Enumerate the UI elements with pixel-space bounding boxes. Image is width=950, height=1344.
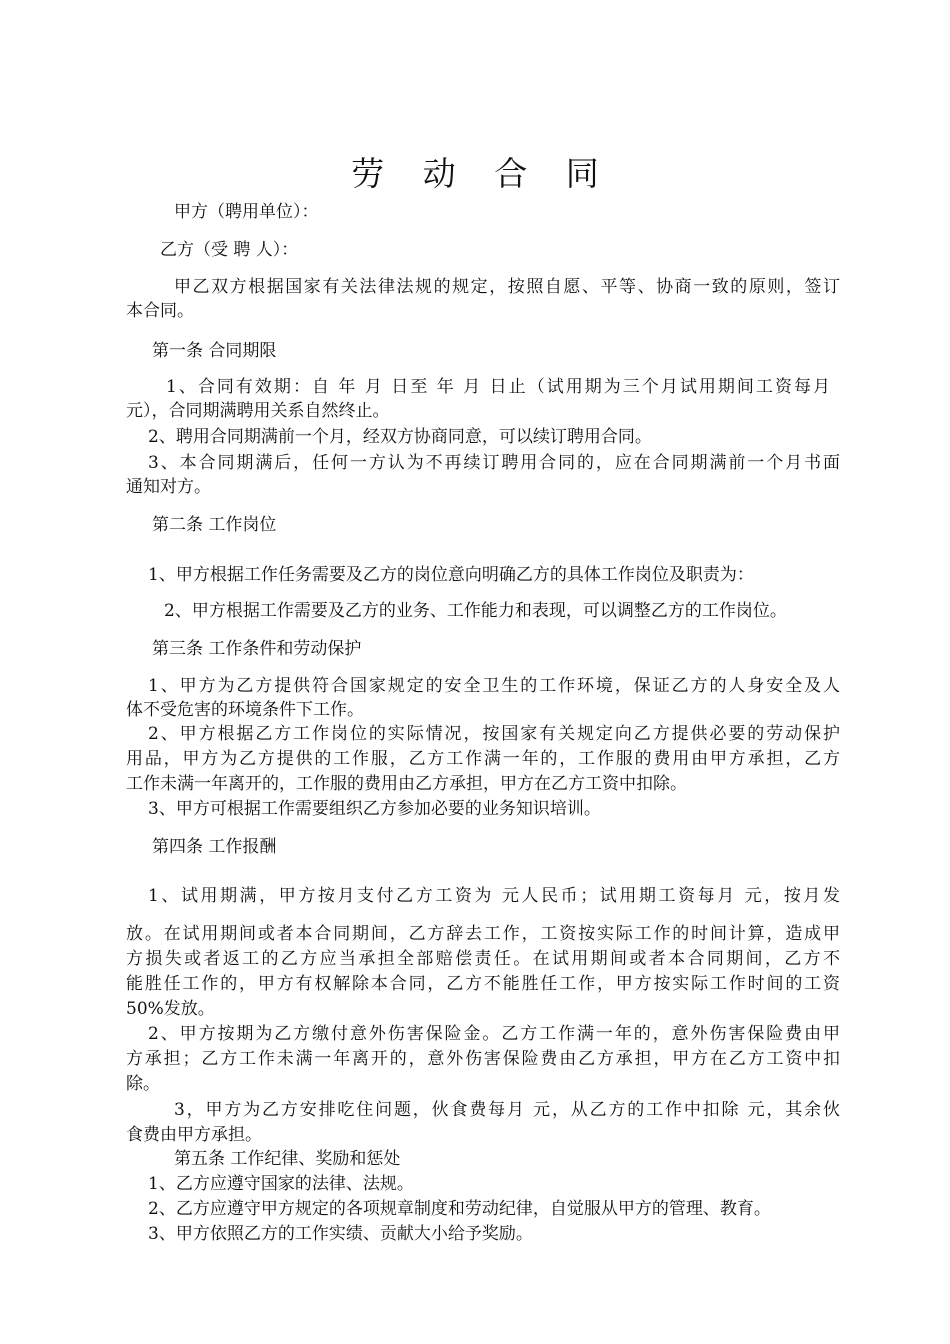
article1-clause1-line2: 元），合同期满聘用关系自然终止。 bbox=[126, 401, 390, 421]
article2-clause2: 2、甲方根据工作需要及乙方的业务、工作能力和表现，可以调整乙方的工作岗位。 bbox=[164, 601, 787, 621]
article1-heading: 第一条 合同期限 bbox=[152, 341, 277, 361]
article5-clause2: 2、乙方应遵守甲方规定的各项规章制度和劳动纪律，自觉服从甲方的管理、教育。 bbox=[148, 1199, 771, 1219]
article1-clause2: 2、聘用合同期满前一个月，经双方协商同意，可以续订聘用合同。 bbox=[148, 427, 652, 447]
party-a-line: 甲方（聘用单位）： bbox=[174, 202, 319, 222]
article4-clause1-line1: 1、试用期满，甲方按月支付乙方工资为 元人民币；试用期工资每月 元，按月发 bbox=[148, 886, 840, 906]
party-b-line: 乙方（受 聘 人）： bbox=[160, 240, 299, 260]
article3-clause3: 3、甲方可根据工作需要组织乙方参加必要的业务知识培训。 bbox=[148, 799, 601, 819]
article2-heading: 第二条 工作岗位 bbox=[152, 515, 277, 535]
article1-clause3-line1: 3、本合同期满后，任何一方认为不再续订聘用合同的，应在合同期满前一个月书面 bbox=[148, 453, 840, 473]
article2-clause1: 1、甲方根据工作任务需要及乙方的岗位意向明确乙方的具体工作岗位及职责为： bbox=[148, 565, 754, 585]
article1-clause3-line2: 通知对方。 bbox=[126, 477, 211, 497]
article4-clause2-line3: 除。 bbox=[126, 1074, 160, 1094]
intro-line-2: 本合同。 bbox=[126, 301, 194, 321]
article4-clause1-line5: 50%发放。 bbox=[126, 999, 215, 1019]
intro-line-1: 甲乙双方根据国家有关法律法规的规定，按照自愿、平等、协商一致的原则，签订 bbox=[174, 277, 840, 297]
article4-clause2-line1: 2、甲方按期为乙方缴付意外伤害保险金。乙方工作满一年的，意外伤害保险费由甲 bbox=[148, 1024, 840, 1044]
article3-clause2-line3: 工作未满一年离开的，工作服的费用由乙方承担，甲方在乙方工资中扣除。 bbox=[126, 774, 687, 794]
article3-clause2-line2: 用品，甲方为乙方提供的工作服，乙方工作满一年的，工作服的费用由甲方承担，乙方 bbox=[126, 749, 840, 769]
article3-clause1-line1: 1、甲方为乙方提供符合国家规定的安全卫生的工作环境，保证乙方的人身安全及人 bbox=[148, 676, 840, 696]
article4-clause1-line3: 方损失或者返工的乙方应当承担全部赔偿责任。在试用期间或者本合同期间，乙方不 bbox=[126, 949, 840, 969]
article5-clause1: 1、乙方应遵守国家的法律、法规。 bbox=[148, 1174, 414, 1194]
article4-heading: 第四条 工作报酬 bbox=[152, 837, 277, 857]
article1-clause1-line1: 1、合同有效期：自 年 月 日至 年 月 日止（试用期为三个月试用期间工资每月 bbox=[166, 377, 830, 397]
article3-clause1-line2: 体不受危害的环境条件下工作。 bbox=[126, 700, 364, 720]
article3-heading: 第三条 工作条件和劳动保护 bbox=[152, 639, 362, 659]
article4-clause3-line2: 食费由甲方承担。 bbox=[126, 1125, 262, 1145]
article4-clause2-line2: 方承担；乙方工作未满一年离开的，意外伤害保险费由乙方承担，甲方在乙方工资中扣 bbox=[126, 1049, 840, 1069]
article3-clause2-line1: 2、甲方根据乙方工作岗位的实际情况，按国家有关规定向乙方提供必要的劳动保护 bbox=[148, 724, 840, 744]
article5-heading: 第五条 工作纪律、奖励和惩处 bbox=[174, 1149, 401, 1169]
document-title: 劳 动 合 同 bbox=[351, 154, 613, 193]
article4-clause1-line2: 放。在试用期间或者本合同期间，乙方辞去工作，工资按实际工作的时间计算，造成甲 bbox=[126, 924, 840, 944]
article4-clause1-line4: 能胜任工作的，甲方有权解除本合同，乙方不能胜任工作，甲方按实际工作时间的工资 bbox=[126, 974, 840, 994]
article4-clause3-line1: 3，甲方为乙方安排吃住问题，伙食费每月 元，从乙方的工作中扣除 元，其余伙 bbox=[174, 1100, 840, 1120]
article5-clause3: 3、甲方依照乙方的工作实绩、贡献大小给予奖励。 bbox=[148, 1224, 533, 1244]
